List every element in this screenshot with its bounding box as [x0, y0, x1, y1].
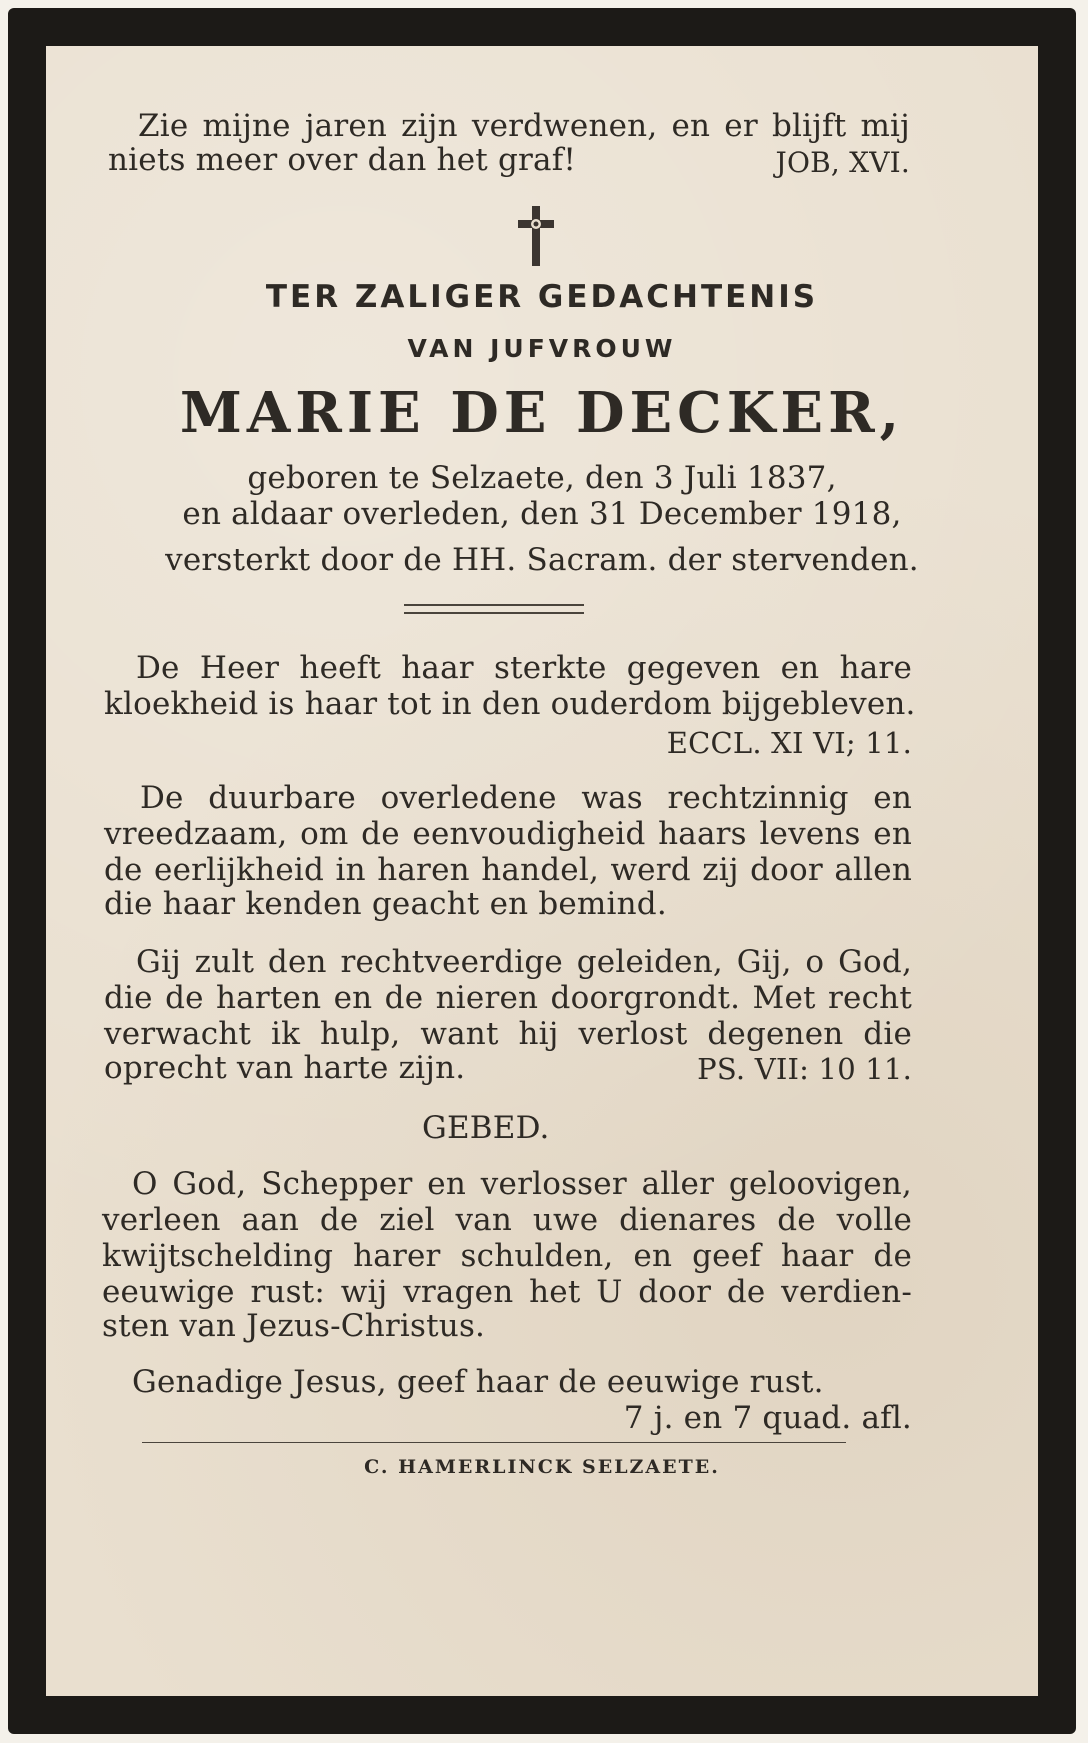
prayer-line-5: sten van Jezus-Christus. — [102, 1308, 486, 1344]
para2-line-3: de eerlijkheid in haren handel, werd zij door allen — [104, 852, 912, 888]
prayer-line-2: verleen aan de ziel van uwe dienares de volle — [102, 1202, 912, 1238]
deceased-name: MARIE DE DECKER, — [179, 380, 905, 446]
motto-line-1: Zie mijne jaren zijn verdwenen, en er blijft mij — [138, 108, 910, 144]
motto-reference: JOB, XVI. — [775, 146, 910, 179]
heading-line-1: TER ZALIGER GEDACHTENIS — [265, 279, 819, 315]
sacrament-line: versterkt door de HH. Sacram. der stervenden. — [165, 542, 919, 578]
para2-line-4: die haar kenden geacht en bemind. — [104, 886, 667, 922]
para2-line-2: vreedzaam, om de eenvoudigheid haars levens en — [104, 816, 912, 852]
para3-line-1: Gij zult den rechtveerdige geleiden, Gij, o God, — [136, 944, 912, 980]
prayer-title: GEBED. — [422, 1110, 550, 1146]
prayer-line-1: O God, Schepper en verlosser aller geloovigen, — [132, 1166, 912, 1202]
para3-line-3: verwacht ik hulp, want hij verlost degenen die — [104, 1016, 912, 1052]
para2-line-1: De duurbare overledene was rechtzinnig en — [140, 780, 912, 816]
divider-rule-bottom — [404, 612, 584, 614]
para3-line-4: oprecht van harte zijn. — [104, 1050, 466, 1086]
para1-line-2: kloekheid is haar tot in den ouderdom bijgebleven. — [104, 686, 916, 722]
prayer-line-4: eeuwige rust: wij vragen het U door de verdien- — [102, 1274, 912, 1310]
para1-line-1: De Heer heeft haar sterkte gegeven en hare — [136, 650, 912, 686]
footer-rule — [142, 1442, 846, 1443]
card-paper — [46, 46, 1038, 1696]
prayer-line-3: kwijtschelding harer schulden, en geef haar de — [102, 1238, 912, 1274]
printer-credit: C. HAMERLINCK SELZAETE. — [364, 1456, 720, 1478]
cross-icon — [512, 204, 560, 270]
closing-line-2: 7 j. en 7 quad. afl. — [623, 1400, 912, 1436]
heading-line-2: VAN JUFVROUW — [407, 334, 677, 363]
divider-rule-top — [404, 604, 584, 606]
memorial-card — [8, 8, 1076, 1734]
death-line: en aldaar overleden, den 31 December 1918, — [182, 496, 902, 532]
motto-line-2: niets meer over dan het graf! — [108, 142, 577, 178]
para1-reference: ECCL. XI VI; 11. — [666, 726, 912, 760]
para3-reference: PS. VII: 10 11. — [697, 1052, 912, 1086]
closing-line-1: Genadige Jesus, geef haar de eeuwige rust. — [132, 1364, 824, 1400]
birth-line: geboren te Selzaete, den 3 Juli 1837, — [247, 460, 837, 496]
para3-line-2: die de harten en de nieren doorgrondt. Met recht — [104, 980, 912, 1016]
